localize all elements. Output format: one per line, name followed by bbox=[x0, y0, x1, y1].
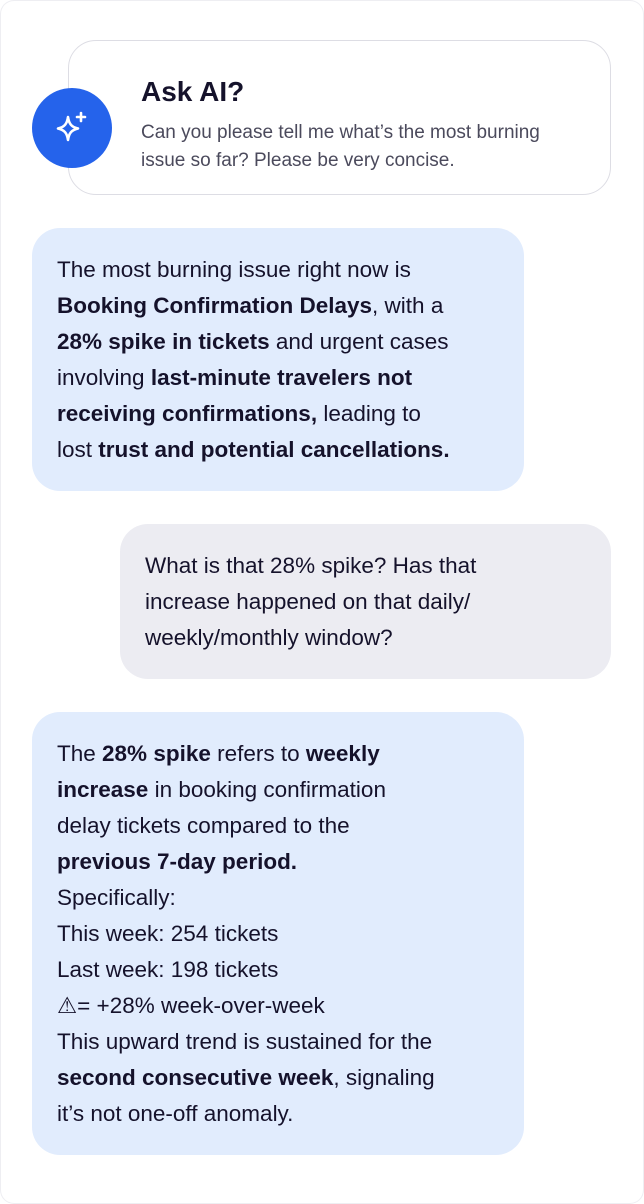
message-line bbox=[57, 432, 504, 468]
message-line: Last week: 198 tickets bbox=[57, 957, 279, 982]
ask-ai-card[interactable] bbox=[68, 40, 611, 195]
message-line bbox=[57, 736, 504, 772]
message-line: This week: 254 tickets bbox=[57, 921, 279, 946]
message-text: lost bbox=[57, 437, 99, 462]
message-line bbox=[57, 324, 504, 360]
message-bold-text: 28% spike in tickets bbox=[57, 329, 270, 354]
message-bold-text: Booking Confirmation Delays bbox=[57, 293, 373, 318]
message-text: The most burning issue right now is bbox=[57, 257, 411, 282]
message-line bbox=[57, 288, 504, 324]
message-text: refers to bbox=[210, 741, 306, 766]
message-bold-text: last-minute travelers not bbox=[150, 365, 413, 390]
sparkle-icon-glyph bbox=[52, 108, 92, 148]
ai-response-bubble bbox=[32, 228, 524, 491]
message-line bbox=[57, 396, 504, 432]
message-line: ⚠︎= +28% week-over-week bbox=[57, 993, 325, 1018]
message-text: The bbox=[57, 741, 103, 766]
message-line bbox=[57, 772, 504, 808]
message-line: weekly/monthly window? bbox=[145, 625, 393, 650]
message-bold-text: receiving confirmations, bbox=[57, 401, 318, 426]
message-line: it’s not one-off anomaly. bbox=[57, 1101, 294, 1126]
message-line: What is that 28% spike? Has that bbox=[145, 553, 477, 578]
message-line bbox=[57, 252, 504, 288]
message-text: and urgent cases bbox=[269, 329, 449, 354]
message-bold-text: second consecutive week bbox=[57, 1065, 334, 1090]
message-line: delay tickets compared to the bbox=[57, 813, 350, 838]
message-line bbox=[57, 1060, 504, 1096]
sparkle-icon[interactable] bbox=[32, 88, 112, 168]
message-bold-text: 28% spike bbox=[102, 741, 211, 766]
message-text: leading to bbox=[317, 401, 421, 426]
user-message-bubble bbox=[120, 524, 611, 679]
message-text: involving bbox=[57, 365, 151, 390]
message-bold-text: trust and potential cancellations. bbox=[98, 437, 450, 462]
message-line bbox=[57, 844, 504, 880]
ask-ai-prompt: Can you please tell me what’s the most burning issue so far? Please be very concise. bbox=[141, 122, 540, 171]
message-text: , with a bbox=[372, 293, 444, 318]
ai-response-bubble bbox=[32, 712, 524, 1155]
message-line bbox=[57, 360, 504, 396]
message-bold-text: weekly bbox=[305, 741, 380, 766]
message-line: increase happened on that daily/ bbox=[145, 589, 471, 614]
message-bold-text: previous 7-day period. bbox=[57, 849, 298, 874]
ask-ai-title: Ask AI? bbox=[141, 76, 245, 107]
message-line: Specifically: bbox=[57, 885, 176, 910]
message-text: , signaling bbox=[333, 1065, 435, 1090]
message-text: in booking confirmation bbox=[148, 777, 386, 802]
message-line: This upward trend is sustained for the bbox=[57, 1029, 433, 1054]
message-bold-text: increase bbox=[57, 777, 149, 802]
